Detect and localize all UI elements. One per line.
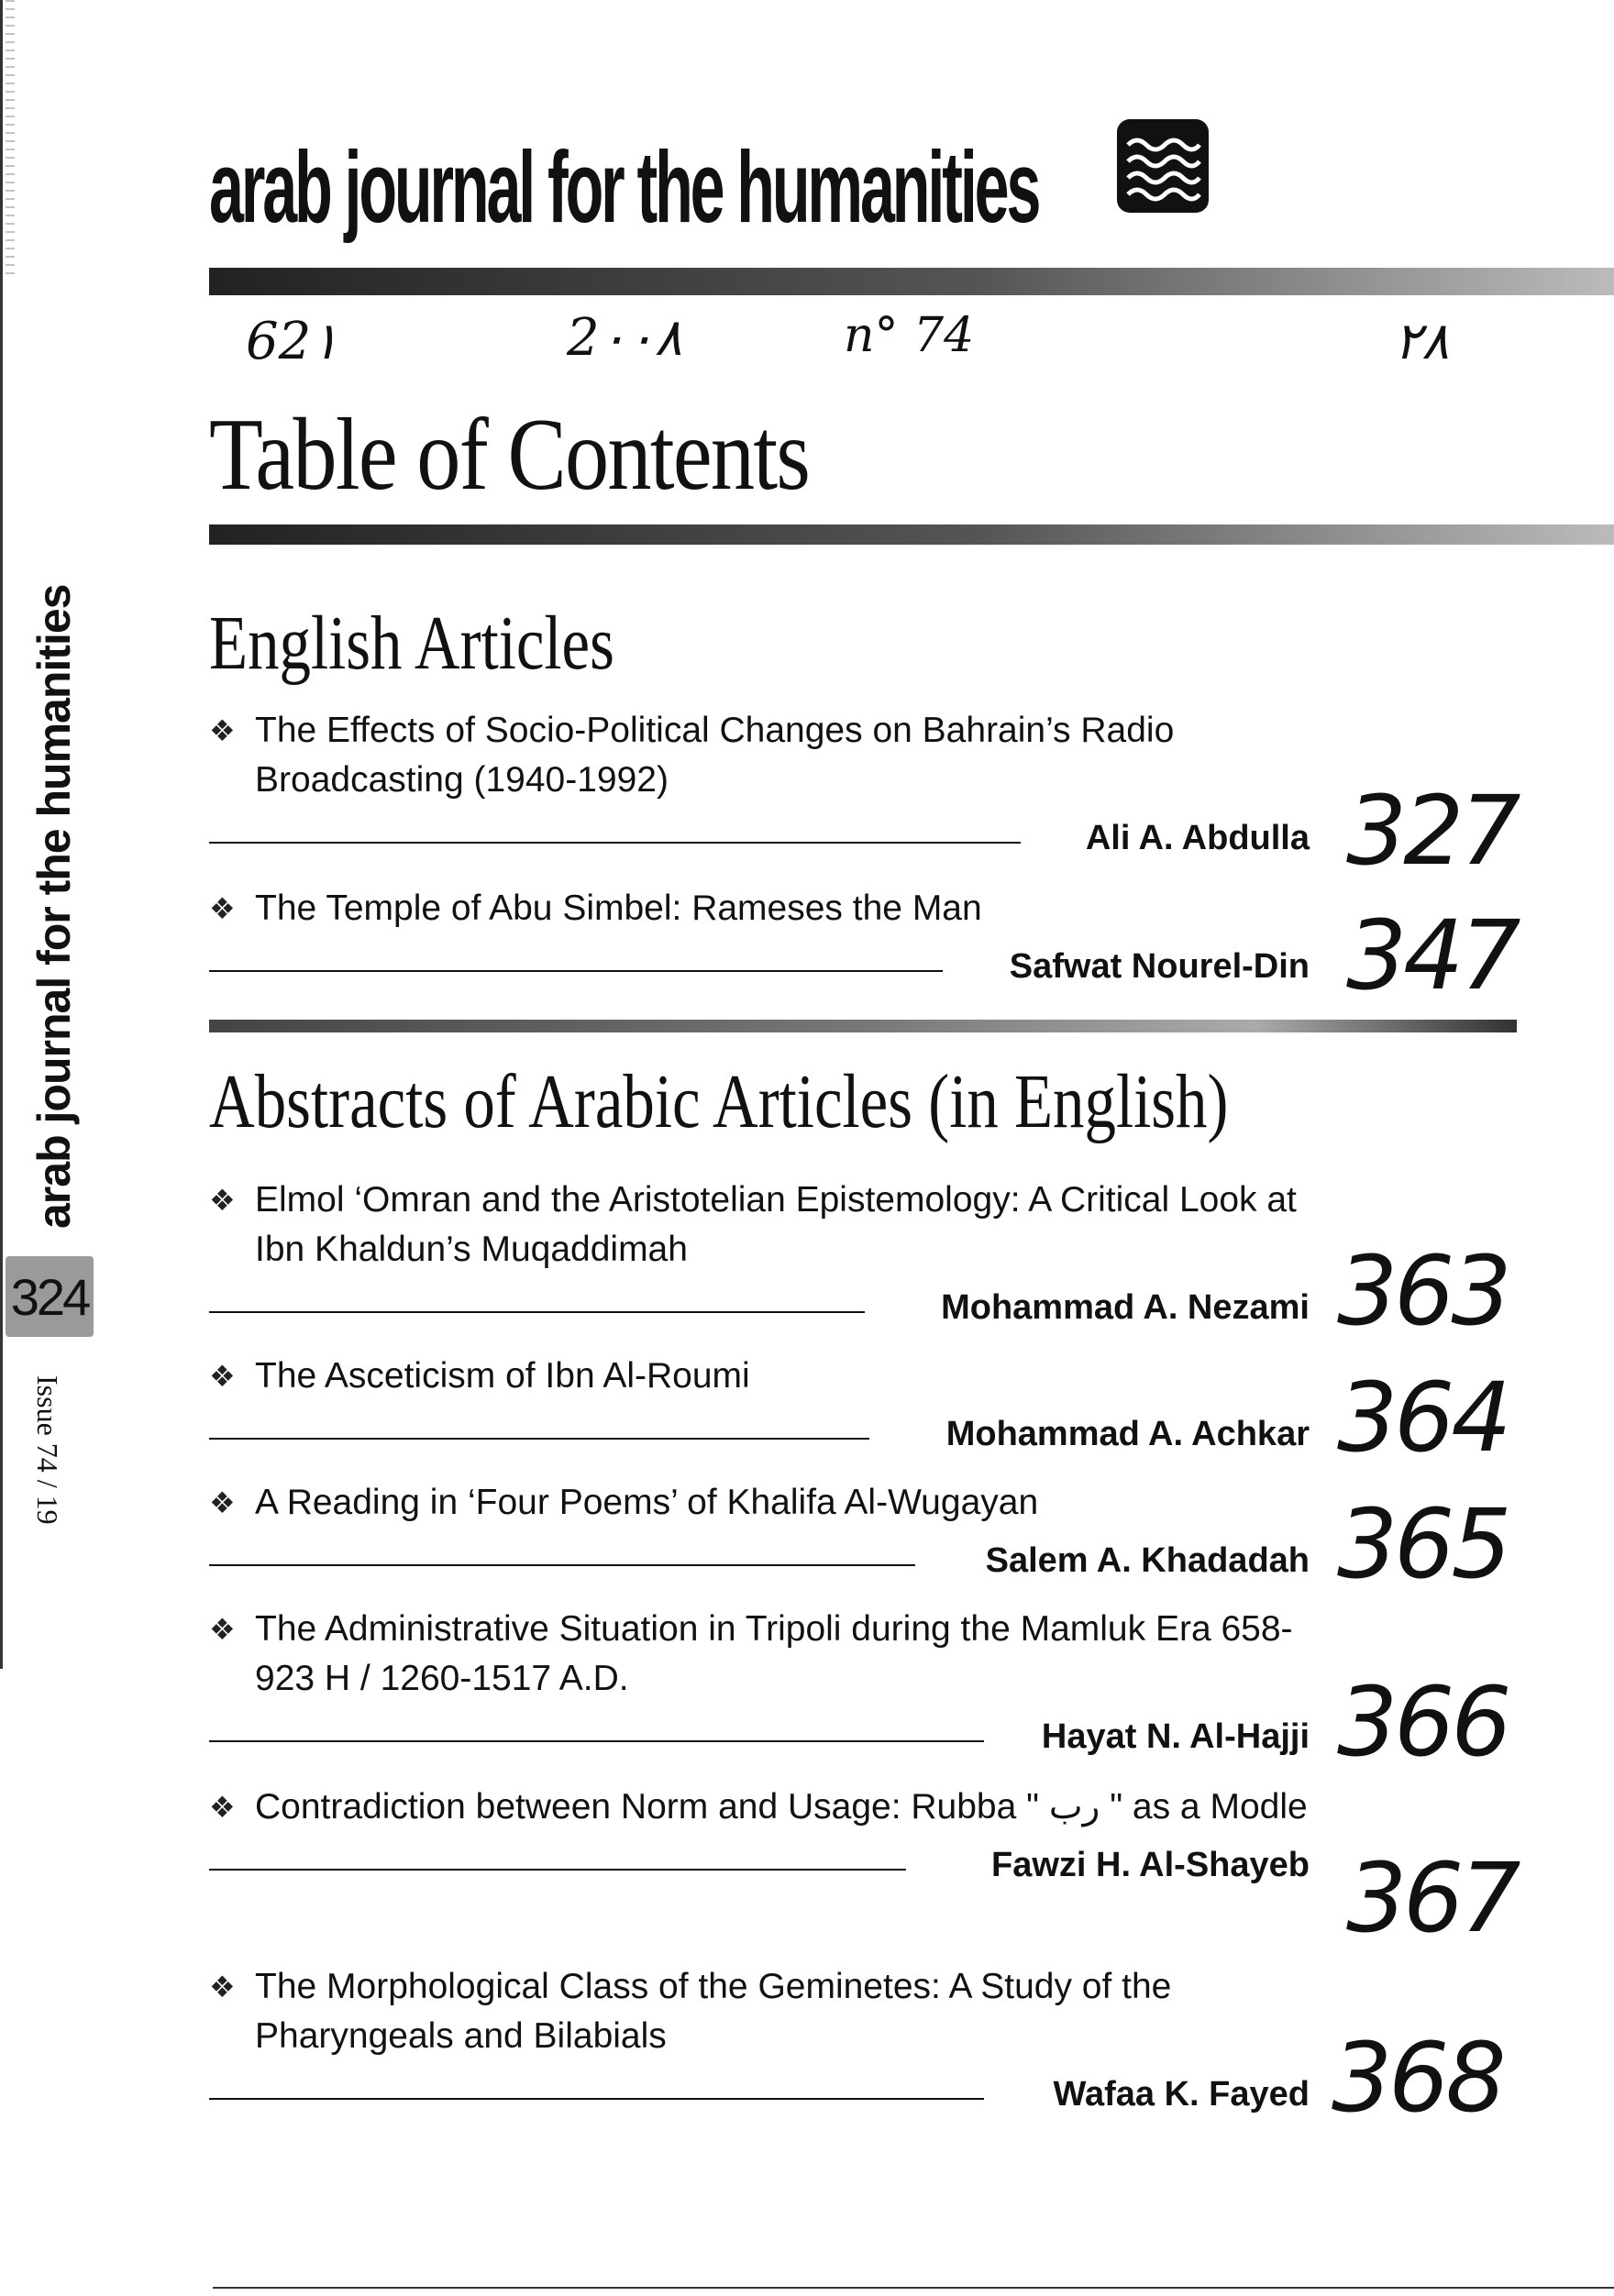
article-author: Mohammad A. Achkar (945, 1415, 1310, 1453)
article-title: The Administrative Situation in Tripoli during the Mamluk Era 658-923 H / 1260-1517 A.D. (255, 1609, 1293, 1698)
article-author: Fawzi H. Al-Shayeb (991, 1846, 1310, 1884)
page-number: 365 (1337, 1488, 1509, 1600)
handwritten-note-4: ۲۸ (1394, 312, 1450, 371)
waves-logo-icon (1115, 117, 1210, 215)
toc-entry (209, 1783, 1310, 1889)
diamond-bullet-icon: ❖ (209, 1613, 236, 1646)
toc-entry (209, 1478, 1310, 1584)
article-author: Salem A. Khadadah (985, 1541, 1310, 1580)
toc-entry (209, 1176, 1310, 1331)
toc-entry (209, 1962, 1310, 2118)
toc-entry (209, 1352, 1310, 1458)
handwritten-note-2: 2٠٠٨ (567, 308, 682, 368)
article-author: Ali A. Abdulla (1085, 819, 1310, 857)
toc-entry (209, 1605, 1310, 1761)
diamond-bullet-icon: ❖ (209, 1184, 236, 1217)
diamond-bullet-icon: ❖ (209, 1360, 236, 1393)
handwritten-note-1: 62١ (246, 312, 339, 371)
handwritten-note-3: n° 74 (844, 308, 975, 363)
diamond-bullet-icon: ❖ (209, 1970, 236, 2003)
scan-edge-line (0, 0, 3, 1669)
leader-rule (209, 1564, 915, 1566)
footer-rule (213, 2287, 1614, 2289)
diamond-bullet-icon: ❖ (209, 714, 236, 747)
spine-journal-title: arab journal for the humanities (28, 584, 80, 1229)
leader-rule (209, 970, 943, 972)
article-title: The Temple of Abu Simbel: Rameses the Man (255, 889, 982, 928)
page-number: 366 (1337, 1666, 1509, 1778)
scan-speckle (6, 0, 15, 275)
leader-rule (209, 1740, 984, 1742)
article-title: The Effects of Socio-Political Changes on Bahrain’s Radio Broadcasting (1940-1992) (255, 711, 1175, 800)
page-number: 363 (1337, 1235, 1509, 1347)
toc-entry (209, 706, 1310, 862)
section-heading-abstracts: Abstracts of Arabic Articles (in English) (209, 1059, 1229, 1144)
article-author: Wafaa K. Fayed (1053, 2075, 1310, 2114)
section-heading-english: English Articles (209, 601, 614, 686)
diamond-bullet-icon: ❖ (209, 1486, 236, 1519)
title-divider (209, 524, 1614, 545)
page-number: 367 (1346, 1842, 1518, 1954)
leader-rule (209, 1311, 865, 1313)
journal-masthead: arab journal for the humanities (209, 131, 1039, 244)
article-author: Mohammad A. Nezami (941, 1288, 1310, 1327)
leader-rule (209, 1438, 869, 1440)
article-title: A Reading in ‘Four Poems’ of Khalifa Al-Wugayan (255, 1483, 1039, 1522)
article-title: The Morphological Class of the Geminetes: A Study of the Pharyngeals and Bilabials (255, 1967, 1172, 2056)
article-title: Elmol ‘Omran and the Aristotelian Epistemology: A Critical Look at Ibn Khaldun’s Muqaddimah (255, 1180, 1297, 1269)
spine-page-number: 324 (6, 1256, 94, 1337)
leader-rule (209, 842, 1021, 844)
article-author: Safwat Nourel-Din (1009, 947, 1310, 986)
article-title: Contradiction between Norm and Usage: Rubba " رب " as a Modle (255, 1787, 1308, 1827)
article-title: The Asceticism of Ibn Al-Roumi (255, 1356, 750, 1396)
article-author: Hayat N. Al-Hajji (1041, 1717, 1310, 1756)
masthead-divider (209, 268, 1614, 295)
page-title: Table of Contents (209, 398, 810, 512)
leader-rule (209, 1869, 906, 1871)
page-number: 364 (1337, 1362, 1509, 1474)
leader-rule (209, 2098, 984, 2100)
diamond-bullet-icon: ❖ (209, 892, 236, 925)
page-number: 327 (1346, 775, 1518, 887)
diamond-bullet-icon: ❖ (209, 1791, 236, 1824)
section-divider (209, 1020, 1517, 1032)
spine-issue-label: Issue 74 / 19 (31, 1375, 64, 1525)
page-number: 347 (1346, 900, 1518, 1011)
page-number: 368 (1332, 2022, 1503, 2134)
toc-entry (209, 884, 1310, 990)
